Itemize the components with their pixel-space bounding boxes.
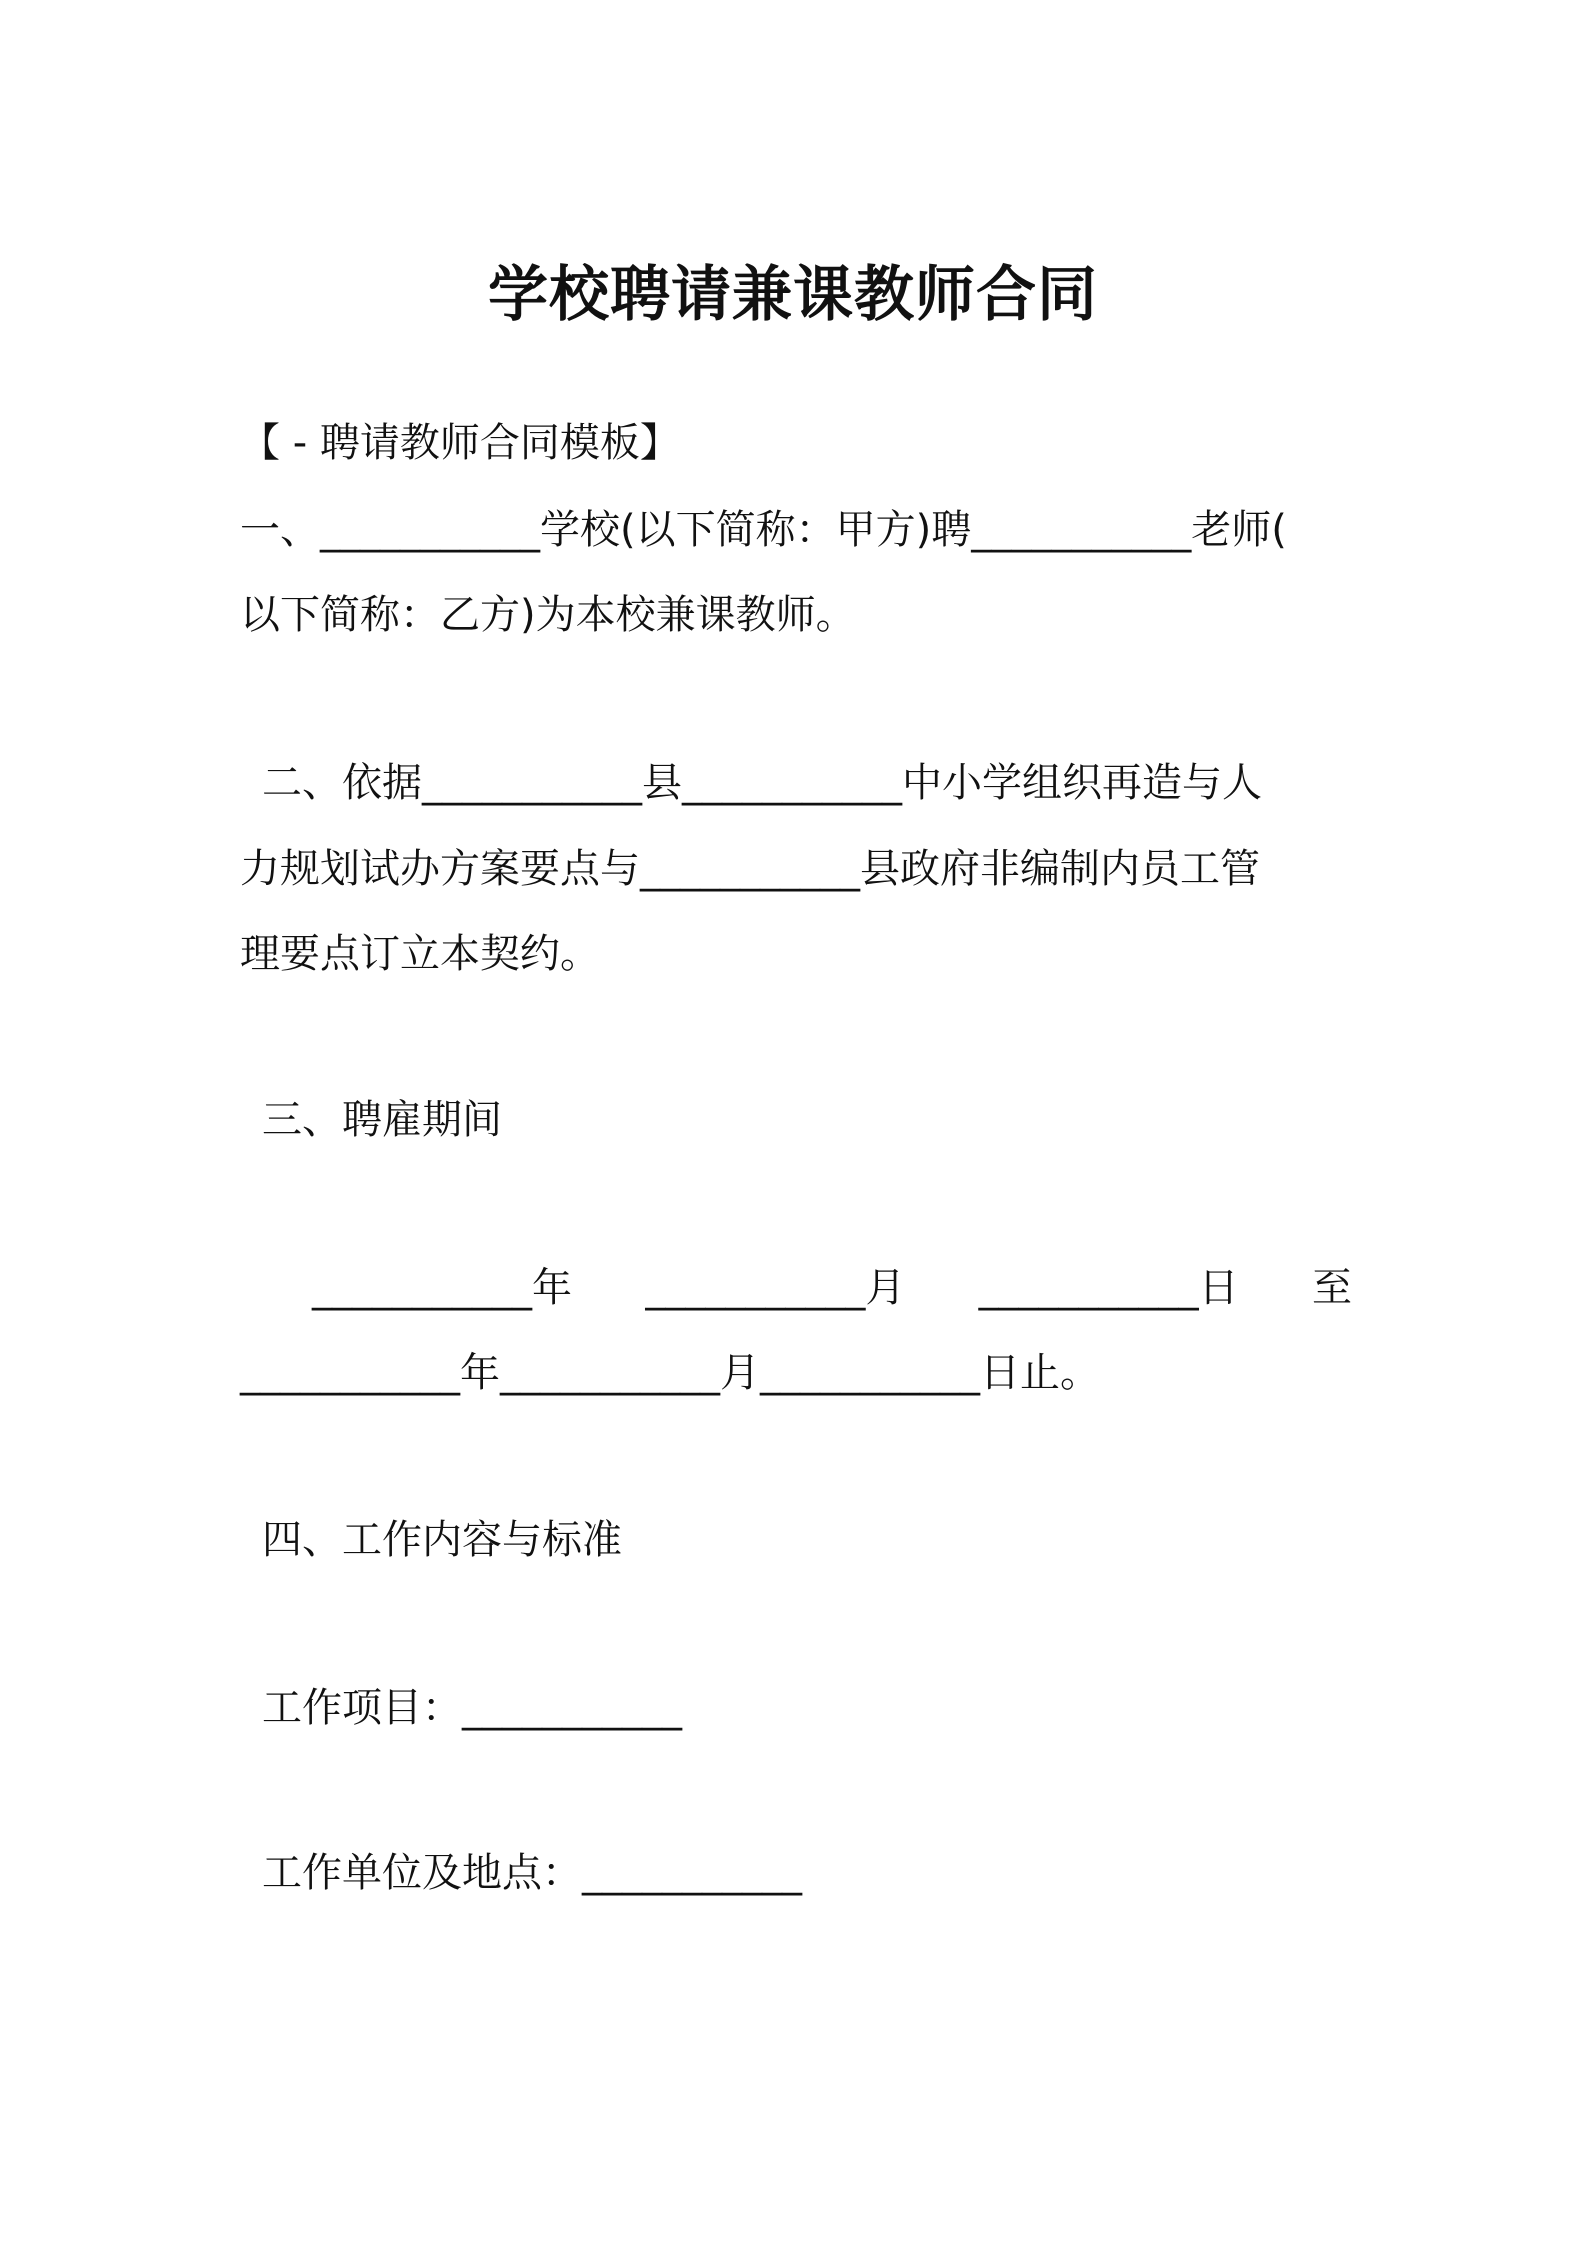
start-month-field: ___________月 bbox=[645, 1265, 906, 1311]
start-year-field: ___________年 bbox=[312, 1265, 572, 1311]
start-day-field: ___________日 bbox=[978, 1265, 1239, 1311]
work-item-field: 工作项目：___________ bbox=[262, 1685, 682, 1731]
work-location-field: 工作单位及地点：___________ bbox=[262, 1850, 802, 1896]
section3-heading: 三、聘雇期间 bbox=[262, 1097, 502, 1143]
section4-heading: 四、工作内容与标准 bbox=[262, 1517, 622, 1563]
section2-line1: 二、依据___________县___________中小学组织再造与人 bbox=[262, 760, 1262, 806]
section1-line1: 一、___________学校(以下简称：甲方)聘___________老师( bbox=[240, 507, 1287, 553]
to-text: 至 bbox=[1311, 1265, 1352, 1311]
section2-line3: 理要点订立本契约。 bbox=[240, 931, 600, 977]
template-subtitle: 【 - 聘请教师合同模板】 bbox=[240, 420, 680, 466]
section2-line2: 力规划试办方案要点与___________县政府非编制内员工管 bbox=[240, 846, 1260, 892]
section1-line2: 以下简称：乙方)为本校兼课教师。 bbox=[240, 592, 856, 638]
section3-period-line1 bbox=[312, 1260, 1352, 1316]
section3-period-line2: ___________年___________月___________日止。 bbox=[240, 1350, 1100, 1396]
page-title: 学校聘请兼课教师合同 bbox=[488, 260, 1098, 330]
